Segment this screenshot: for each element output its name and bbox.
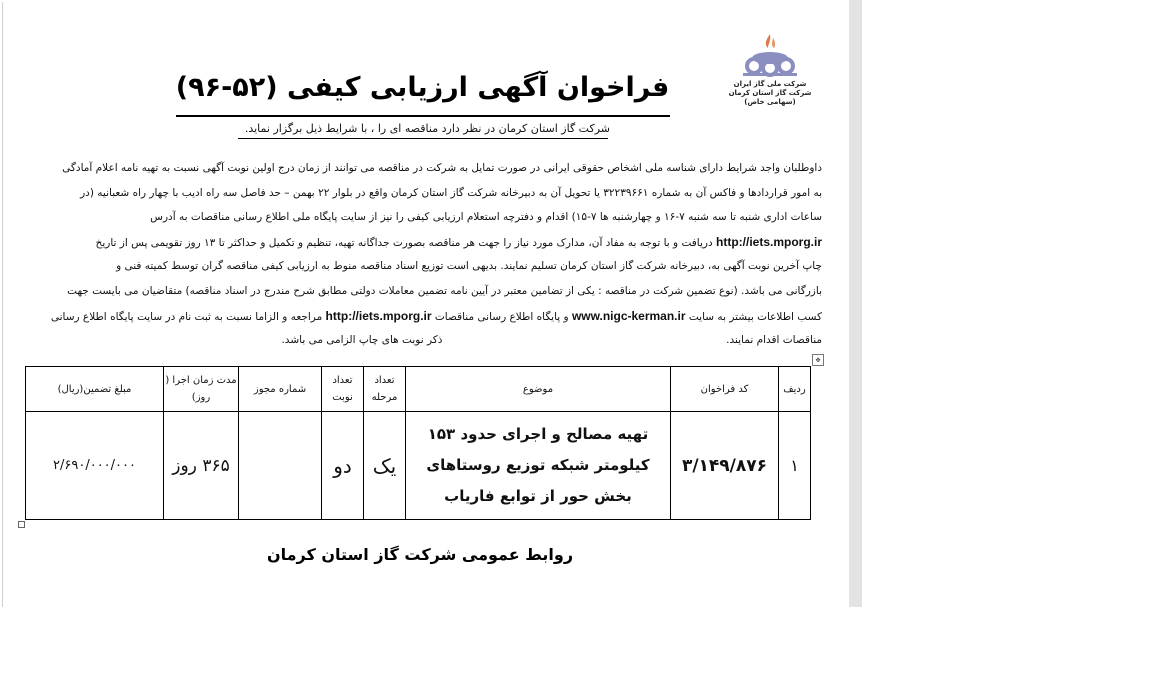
nigc-logo: [728, 30, 812, 120]
nigc-kerman-link[interactable]: www.nigc-kerman.ir: [571, 308, 686, 323]
header-code: کد فراخوان: [671, 367, 779, 412]
body-line-8: مناقصات اقدام نمایند. ذکر نوبت های چاپ الزامی می باشد.: [281, 334, 822, 347]
body-paragraph: [24, 156, 822, 353]
logo-line-1: شرکت ملی گاز ایران: [733, 80, 807, 88]
table-row: [26, 412, 811, 520]
page-title: فراخوان آگهی ارزیابی کیفی (۵۲-۹۶): [175, 72, 670, 103]
cell-row-number: ۱: [779, 412, 811, 520]
cell-subject: تهیه مصالح و اجرای حدود ۱۵۳ کیلومتر شبکه توزیع روستاهای بخش حور از توابع فاریاب: [406, 412, 671, 520]
body-line-4-text: دریافت و با توجه به مفاد آن، مدارک مورد نیاز را جهت هر مناقصه بصورت جداگانه تهیه، تنظیم و تکمیل و حداکثر تا ۱۳ روز تقویمی پس از تاریخ: [95, 236, 716, 249]
cell-rounds: دو: [322, 412, 364, 520]
header-permit: شماره مجوز: [239, 367, 322, 412]
footer-signature: روابط عمومی شرکت گاز استان کرمان: [266, 545, 574, 564]
header-amount: مبلغ تضمین(ریال): [26, 367, 164, 412]
cell-code: ۳/۱۴۹/۸۷۶: [671, 412, 779, 520]
title-underline: [176, 115, 670, 117]
table-move-handle[interactable]: ✥: [812, 354, 824, 366]
logo-line-2: شرکت گاز استان کرمان: [728, 89, 812, 97]
header-duration: مدت زمان اجرا ( روز): [164, 367, 239, 412]
cell-duration: ۳۶۵ روز: [164, 412, 239, 520]
body-line-6: بازرگانی می باشد. (نوع تضمین شرکت در مناقصه : یکی از تضامین معتبر در آیین نامه تضمین معاملات دولتی مطابق شرح مندرج در اسناد مناقصه) متقاضیان می بایست جهت: [67, 284, 822, 297]
body-line-7-a: کسب اطلاعات بیشتر به سایت: [685, 310, 822, 323]
intro-line: شرکت گاز استان کرمان در نظر دارد مناقصه ای را ، با شرایط ذیل برگزار نماید.: [244, 122, 610, 135]
cell-stages: یک: [364, 412, 406, 520]
body-line-7: [24, 304, 822, 329]
header-subject: موضوع: [406, 367, 671, 412]
page-gutter: [849, 0, 862, 607]
cell-amount: ۲/۶۹۰/۰۰۰/۰۰۰: [26, 412, 164, 520]
header-stages: تعداد مرحله: [364, 367, 406, 412]
body-line-2: به امور قراردادها و فاکس آن به شماره ۳۲۲۳۹۶۶۱ یا تحویل آن به دبیرخانه شرکت گاز استان کرمان واقع در بلوار ۲۲ بهمن – حد فاصل سه راه ادیب با چهار راه شعبانیه (در: [80, 186, 822, 199]
iets-link[interactable]: http://iets.mporg.ir: [716, 234, 822, 249]
table-header-row: [26, 367, 811, 412]
table-resize-handle[interactable]: [18, 521, 25, 528]
body-line-3: ساعات اداری شنبه تا سه شنبه ۷-۱۶ و چهارشنبه ها ۷-۱۵) اقدام و دفترچه استعلام ارزیابی کیفی را نیز از سایت پایگاه ملی اطلاع رسانی مناقصات به آدرس: [150, 211, 822, 224]
gas-company-emblem: [738, 30, 802, 80]
cell-permit: [239, 412, 322, 520]
body-line-4: [24, 230, 822, 255]
body-line-7-b: و پایگاه اطلاع رسانی مناقصات: [431, 310, 572, 323]
header-rounds: تعداد نوبت: [322, 367, 364, 412]
logo-line-3: (سهامی خاص): [744, 98, 796, 106]
iets-link-2[interactable]: http://iets.mporg.ir: [325, 308, 432, 323]
tender-table: [25, 366, 811, 520]
body-line-5: چاپ آخرین نوبت آگهی به، دبیرخانه شرکت گاز استان کرمان تسلیم نمایند. بدیهی است توزیع اسناد مناقصه منوط به ارزیابی کیفی مناقصه گران توسط کمیته فنی و: [116, 260, 822, 273]
body-line-7-c: مراجعه و الزاما نسبت به ثبت نام در سایت پایگاه اطلاع رسانی: [50, 310, 326, 323]
body-line-1: داوطلبان واجد شرایط دارای شناسه ملی اشخاص حقوقی ایرانی در صورت تمایل به شرکت در مناقصه می توانند از زمان درج اولین نوبت آگهی نسبت به تهیه نامه اعلام آمادگی: [62, 162, 822, 174]
intro-underline: [238, 138, 608, 139]
header-row-number: ردیف: [779, 367, 811, 412]
